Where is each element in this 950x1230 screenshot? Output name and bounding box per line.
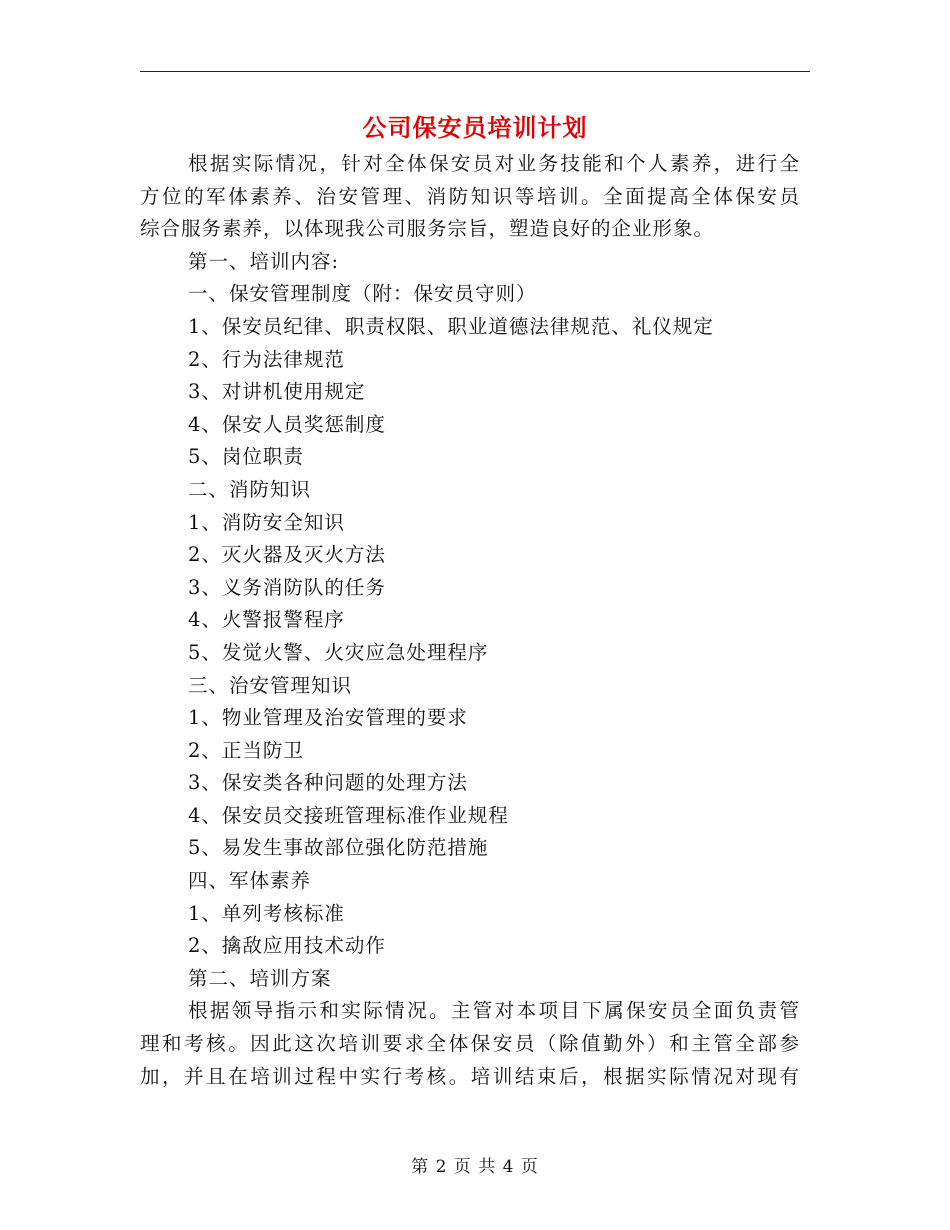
text-line: 第一、培训内容: <box>188 249 340 273</box>
text-line: 2、灭火器及灭火方法 <box>188 543 386 567</box>
text-line: 一、保安管理制度（附：保安员守则） <box>188 282 537 306</box>
document-title: 公司保安员培训计划 <box>362 113 588 142</box>
text-line: 5、发觉火警、火灾应急处理程序 <box>188 640 489 664</box>
text-line: 3、对讲机使用规定 <box>188 380 366 404</box>
header-rule <box>140 71 810 72</box>
text-line: 1、单列考核标准 <box>188 901 345 925</box>
text-line: 根据实际情况，针对全体保安员对业务技能和个人素养，进行全 <box>188 152 800 175</box>
text-line: 2、行为法律规范 <box>188 347 345 371</box>
text-line: 1、消防安全知识 <box>188 510 345 534</box>
text-line: 第二、培训方案 <box>188 966 332 990</box>
text-line: 1、保安员纪律、职责权限、职业道德法律规范、礼仪规定 <box>188 314 714 338</box>
text-line: 4、保安人员奖惩制度 <box>188 412 386 436</box>
text-line: 理和考核。因此这次培训要求全体保安员（除值勤外）和主管全部参 <box>140 1032 800 1056</box>
text-line: 综合服务素养，以体现我公司服务宗旨，塑造良好的企业形象。 <box>140 217 715 241</box>
text-line: 加，并且在培训过程中实行考核。培训结束后，根据实际情况对现有 <box>140 1064 800 1088</box>
text-line: 5、易发生事故部位强化防范措施 <box>188 836 489 860</box>
page-footer: 第 2 页 共 4 页 <box>411 1157 539 1177</box>
text-line: 方位的军体素养、治安管理、消防知识等培训。全面提高全体保安员 <box>140 184 800 208</box>
text-line: 3、保安类各种问题的处理方法 <box>188 771 468 795</box>
text-line: 二、消防知识 <box>188 477 312 501</box>
text-line: 5、岗位职责 <box>188 445 304 469</box>
text-line: 1、物业管理及治安管理的要求 <box>188 706 468 730</box>
text-line: 3、义务消防队的任务 <box>188 575 386 599</box>
text-line: 2、正当防卫 <box>188 738 304 762</box>
document-body <box>140 148 800 1093</box>
text-line: 4、火警报警程序 <box>188 608 345 632</box>
text-line: 根据领导指示和实际情况。主管对本项目下属保安员全面负责管 <box>188 999 800 1023</box>
text-line: 2、擒敌应用技术动作 <box>188 934 386 958</box>
text-line: 四、军体素养 <box>188 869 312 893</box>
text-line: 三、治安管理知识 <box>188 673 353 697</box>
text-line: 4、保安员交接班管理标准作业规程 <box>188 803 509 827</box>
